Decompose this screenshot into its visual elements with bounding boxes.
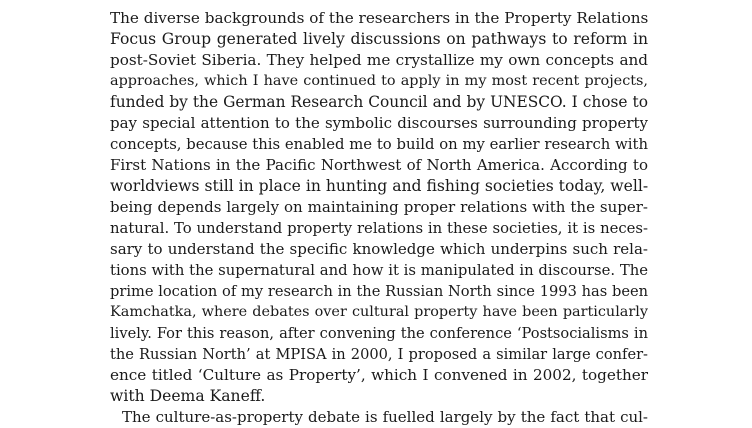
text-line: Focus Group generated lively discussions on pathways to reform in xyxy=(110,30,648,48)
text-line: sary to understand the specific knowledge which underpins such rela- xyxy=(110,240,648,258)
paragraph-1 xyxy=(110,8,648,407)
paragraph-2 xyxy=(110,407,648,428)
text-line: worldviews still in place in hunting and fishing societies today, well- xyxy=(110,177,649,195)
text-line: concepts, because this enabled me to build on my earlier research with xyxy=(110,136,648,153)
text-line: prime location of my research in the Russian North since 1993 has been xyxy=(110,283,648,300)
text-line: The culture-as-property debate is fuelled largely by the fact that cul- xyxy=(122,408,648,426)
text-line: the Russian North’ at MPISA in 2000, I proposed a similar large confer- xyxy=(110,346,648,363)
text-line: post-Soviet Siberia. They helped me crystallize my own concepts and xyxy=(110,51,648,69)
body-text xyxy=(110,8,648,428)
text-line: Kamchatka, where debates over cultural property have been particularly xyxy=(110,304,648,320)
text-line: tions with the supernatural and how it is manipulated in discourse. The xyxy=(110,262,648,279)
text-line: First Nations in the Pacific Northwest of North America. According to xyxy=(110,156,648,174)
text-line: with Deema Kaneff. xyxy=(110,387,266,405)
text-line: funded by the German Research Council and by UNESCO. I chose to xyxy=(110,93,648,111)
text-line: natural. To understand property relations in these societies, it is neces- xyxy=(110,220,648,237)
text-line: pay special attention to the symbolic discourses surrounding property xyxy=(110,114,648,132)
text-line: The diverse backgrounds of the researchers in the Property Relations xyxy=(110,9,649,27)
text-line: ence titled ‘Culture as Property’, which I convened in 2002, together xyxy=(110,366,648,384)
text-line: lively. For this reason, after convening the conference ‘Postsocialisms in xyxy=(110,325,648,342)
text-line: approaches, which I have continued to apply in my most recent projects, xyxy=(110,73,648,89)
text-line: being depends largely on maintaining proper relations with the super- xyxy=(110,198,648,216)
